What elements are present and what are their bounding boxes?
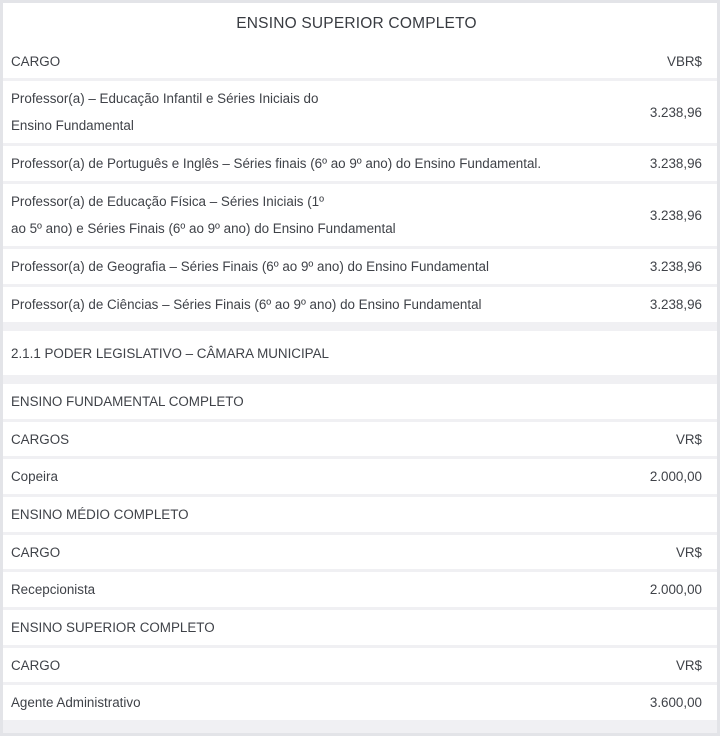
cargo-cell: Agente Administrativo bbox=[11, 695, 141, 710]
table-row bbox=[3, 572, 717, 607]
column-header-cargo: CARGOS bbox=[11, 431, 70, 447]
value-cell: 3.238,96 bbox=[649, 259, 702, 274]
column-header-value: VBR$ bbox=[667, 53, 702, 69]
table-row bbox=[3, 146, 717, 181]
column-header-cargo: CARGO bbox=[11, 53, 61, 69]
column-header-cargo: CARGO bbox=[11, 657, 61, 673]
table-row bbox=[3, 685, 717, 720]
subsection-heading-row bbox=[3, 497, 717, 532]
column-header-cargo: CARGO bbox=[11, 544, 61, 560]
value-cell: 3.238,96 bbox=[649, 156, 702, 171]
cargo-cell bbox=[11, 188, 650, 242]
table-row bbox=[3, 459, 717, 494]
value-cell: 3.238,96 bbox=[649, 297, 702, 312]
cargo-line: Ensino Fundamental bbox=[11, 118, 134, 133]
value-cell: 3.600,00 bbox=[649, 695, 702, 710]
cargo-cell: Professor(a) de Geografia – Séries Finais (6º ao 9º ano) do Ensino Fundamental bbox=[11, 259, 489, 274]
subsection-heading: ENSINO MÉDIO COMPLETO bbox=[11, 507, 189, 522]
subsection-heading: ENSINO SUPERIOR COMPLETO bbox=[11, 620, 215, 635]
table-title: ENSINO SUPERIOR COMPLETO bbox=[236, 14, 477, 32]
cargo-cell bbox=[11, 85, 650, 139]
subsection-heading-row bbox=[3, 384, 717, 419]
cargo-cell: Recepcionista bbox=[11, 582, 96, 597]
subsection-heading: ENSINO FUNDAMENTAL COMPLETO bbox=[11, 394, 244, 409]
value-cell: 3.238,96 bbox=[649, 104, 702, 120]
column-header-row bbox=[3, 44, 717, 78]
column-header-value: VR$ bbox=[675, 431, 702, 447]
column-header-row bbox=[3, 648, 717, 682]
value-cell: 2.000,00 bbox=[649, 582, 702, 597]
subsection-heading-row bbox=[3, 610, 717, 645]
table-title-row bbox=[3, 3, 717, 44]
column-header-row bbox=[3, 535, 717, 569]
column-header-value: VR$ bbox=[675, 544, 702, 560]
cargo-line: ao 5º ano) e Séries Finais (6º ao 9º ano) do Ensino Fundamental bbox=[11, 221, 396, 236]
cargo-cell: Professor(a) de Português e Inglês – Séries finais (6º ao 9º ano) do Ensino Fundamental. bbox=[11, 156, 542, 171]
column-header-row bbox=[3, 422, 717, 456]
column-header-value: VR$ bbox=[675, 657, 702, 673]
cargo-cell: Professor(a) de Ciências – Séries Finais (6º ao 9º ano) do Ensino Fundamental bbox=[11, 297, 482, 312]
table-row bbox=[3, 81, 717, 143]
value-cell: 3.238,96 bbox=[649, 207, 702, 223]
cargo-line: Professor(a) de Educação Física – Séries Iniciais (1º bbox=[11, 194, 325, 209]
table-row bbox=[3, 249, 717, 284]
table-row bbox=[3, 287, 717, 322]
cargo-cell: Copeira bbox=[11, 469, 58, 484]
section-heading-row bbox=[3, 331, 717, 375]
table-row bbox=[3, 184, 717, 246]
section-heading: 2.1.1 PODER LEGISLATIVO – CÂMARA MUNICIPAL bbox=[11, 345, 329, 361]
value-cell: 2.000,00 bbox=[649, 469, 702, 484]
cargo-line: Professor(a) – Educação Infantil e Séries Iniciais do bbox=[11, 91, 319, 106]
